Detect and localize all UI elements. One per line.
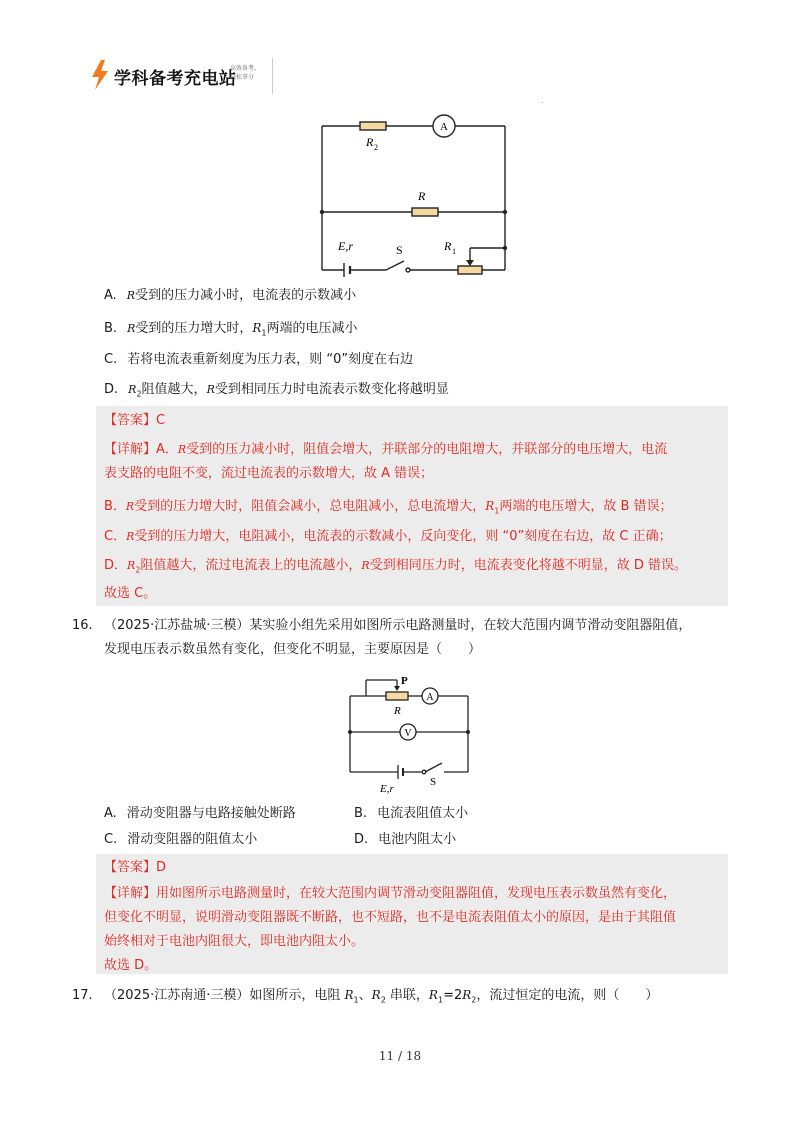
r1-sub: 1: [452, 247, 456, 256]
page-number: 11 / 18: [378, 1049, 422, 1063]
q16-answer: 【答案】D: [104, 860, 167, 875]
ammeter-a-label: A: [426, 692, 434, 703]
q16-stem-1: 16. （2025·江苏盐城·三模）某实验小组先采用如图所示电路测量时，在较大范围内调节滑动变阻器阻值，: [72, 618, 692, 633]
logo-divider: [272, 58, 273, 94]
q16-detail-line-4: 故选 D。: [104, 958, 158, 973]
lightning-bolt-icon: [90, 60, 110, 90]
r-label: R: [418, 189, 426, 203]
q16-option-d: D. 电池内阻太小: [354, 832, 457, 847]
r2-sub: 2: [374, 143, 378, 152]
q16-detail-line-3: 始终相对于电池内阻很大，即电池内阻太小。: [104, 934, 365, 949]
q15-detail-line-1: 【详解】A．R受到的压力减小时，阻值会增大，并联部分的电阻增大，并联部分的电压增大，电流: [104, 442, 668, 457]
q17-stem: 17. （2025·江苏南通·三模）如图所示，电阻 $R_1$、$R_2$ 串联，$R_1=2R_2$，流过恒定的电流，则（ ）: [72, 988, 659, 1005]
emf-label: E,r: [338, 239, 353, 253]
circuit-diagram-q15: [300, 108, 530, 278]
q16-option-c: C. 滑动变阻器的阻值太小: [104, 832, 258, 847]
logo-text: 学科备考充电站: [114, 69, 237, 89]
q15-option-a: A. R受到的压力减小时，电流表的示数减小: [104, 288, 357, 303]
q15-answer: 【答案】C: [104, 413, 166, 428]
q16-option-b: B. 电流表阻值太小: [354, 806, 469, 821]
q15-option-c: C. 若将电流表重新刻度为压力表，则 “0”刻度在右边: [104, 352, 414, 367]
header-dot: .: [541, 96, 544, 105]
q15-detail-line-3: B．R受到的压力增大时，阻值会减小，总电阻减小，总电流增大，$R_1$两端的电压增大，故 B 错误；: [104, 499, 673, 516]
q16-detail-line-2: 但变化不明显，说明滑动变阻器既不断路，也不短路，也不是电流表阻值太小的原因，是由于其阻值: [104, 910, 677, 925]
ammeter-label: A: [440, 121, 448, 133]
q16-detail-line-1: 【详解】用如图所示电路测量时，在较大范围内调节滑动变阻器阻值，发现电压表示数虽然有变化，: [104, 886, 677, 901]
circuit-diagram-q16: [340, 672, 480, 794]
voltmeter-v-label: V: [404, 728, 412, 739]
q15-detail-line-4: C．R受到的压力增大，电阻减小，电流表的示数减小，反向变化，则 “0”刻度在右边，故 C 正确；: [104, 529, 672, 544]
q16-stem-2: 发现电压表示数虽然有变化，但变化不明显，主要原因是（ ）: [104, 642, 482, 657]
q15-detail-line-2: 表支路的电阻不变，流过电流表的示数增大，故 A 错误；: [104, 466, 434, 481]
q15-option-d: D. $R_2$阻值越大，R受到相同压力时电流表示数变化将越明显: [104, 382, 449, 399]
battery-er-label: E,r: [380, 783, 394, 794]
q15-detail-line-5: D．$R_2$阻值越大，流过电流表上的电流越小，R受到相同压力时，电流表变化将越不明显，故 D 错误。: [104, 558, 687, 575]
r2-label: R: [366, 135, 374, 149]
switch-label: S: [396, 243, 403, 257]
logo-subtitle: 高效备考， 轻松拿分: [230, 65, 261, 81]
switch-s-label: S: [430, 776, 437, 788]
q15-option-b: B. R受到的压力增大时，$R_1$两端的电压减小: [104, 321, 358, 338]
rheostat-r-label: R: [394, 705, 401, 717]
slider-p-label: P: [401, 675, 408, 687]
site-logo: [86, 56, 286, 96]
q16-option-a: A. 滑动变阻器与电路接触处断路: [104, 806, 296, 821]
r1-label: R: [444, 239, 452, 253]
q15-detail-line-6: 故选 C。: [104, 586, 157, 601]
